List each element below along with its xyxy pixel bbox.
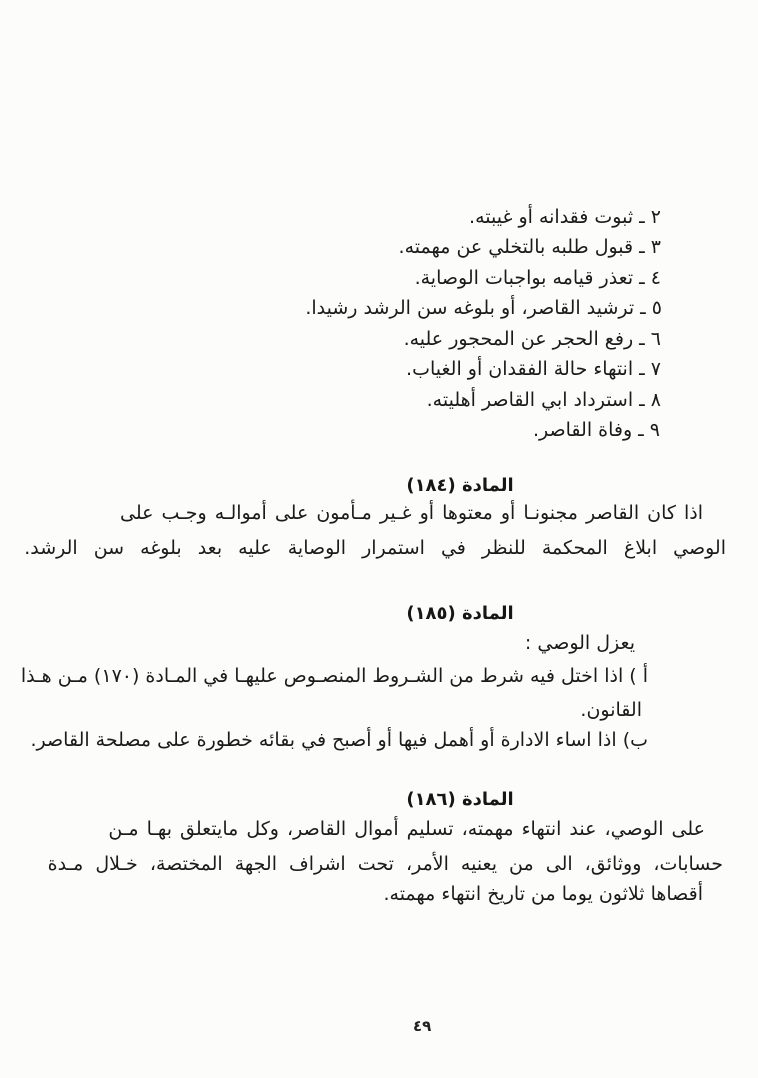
article-184-line: اذا كان القاصر مجنونـا أو معتوها أو غـير مـأمون على أموالـه وجـب على [120,502,703,524]
list-item: ٥ ـ ترشيد القاصر، أو بلوغه سن الرشد رشيدا. [305,297,662,319]
article-185-intro: يعزل الوصي : [524,632,635,654]
list-item: ٢ ـ ثبوت فقدانه أو غيبته. [469,206,661,228]
list-item: ٩ ـ وفاة القاصر. [532,419,660,441]
article-185-clause-a-line: أ ) اذا اختل فيه شرط من الشـروط المنصـوص عليهـا في المـادة (١٧٠) مـن هـذا [20,665,648,687]
list-item: ٧ ـ انتهاء حالة الفقدان أو الغياب. [406,358,661,380]
article-184-title: المادة (١٨٤) [406,475,514,496]
list-item: ٨ ـ استرداد ابي القاصر أهليته. [426,389,661,411]
article-186-line: أقصاها ثلاثون يوما من تاريخ انتهاء مهمته. [383,883,703,905]
list-item: ٤ ـ تعذر قيامه بواجبات الوصاية. [414,267,661,289]
list-item: ٣ ـ قبول طلبه بالتخلي عن مهمته. [398,236,661,258]
page-number: ٤٩ [413,1017,432,1035]
article-184-line: الوصي ابلاغ المحكمة للنظر في استمرار الوصاية عليه بعد بلوغه سن الرشد. [24,537,726,559]
article-186-line: حسابات، ووثائق، الى من يعنيه الأمر، تحت اشراف الجهة المختصة، خـلال مـدة [47,853,723,875]
article-185-title: المادة (١٨٥) [406,603,514,624]
article-186-title: المادة (١٨٦) [406,789,514,810]
article-185-clause-b: ب) اذا اساء الادارة أو أهمل فيها أو أصبح في بقائه خطورة على مصلحة القاصر. [30,729,648,751]
list-item: ٦ ـ رفع الحجر عن المحجور عليه. [403,328,661,350]
article-185-clause-a-line: القانون. [580,699,642,721]
article-186-line: على الوصي، عند انتهاء مهمته، تسليم أموال القاصر، وكل مايتعلق بهـا مـن [108,818,705,840]
